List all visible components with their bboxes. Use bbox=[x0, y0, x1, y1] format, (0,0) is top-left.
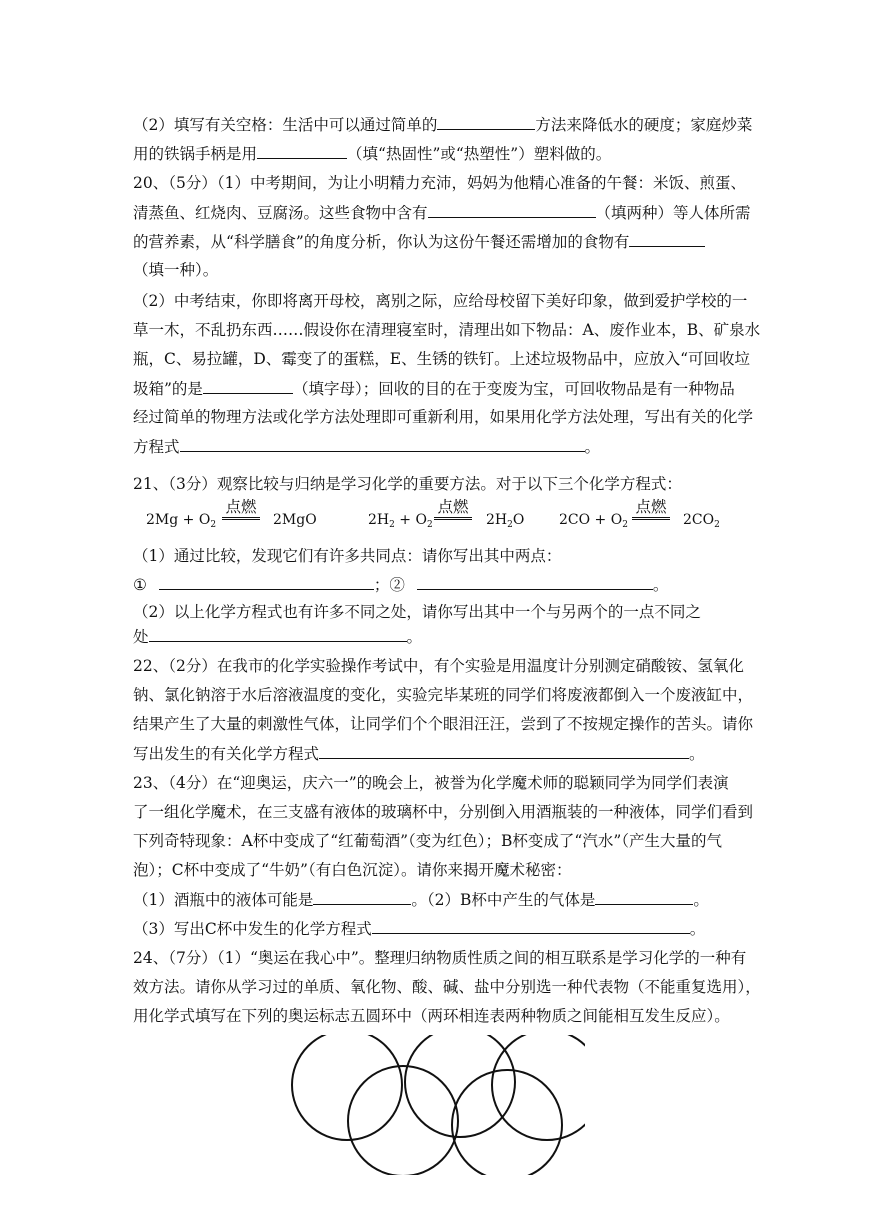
text: （3）写出C杯中发生的化学方程式 bbox=[133, 920, 372, 938]
q24-line-2: 效方法。请你从学习过的单质、氧化物、酸、碱、盐中分别选一种代表物（不能重复选用）， bbox=[133, 978, 761, 996]
text: 。 bbox=[406, 628, 423, 646]
text: O bbox=[512, 512, 525, 528]
q23-line-1: 23、（4分）在“迎奥运，庆六一”的晚会上，被誉为化学魔术师的聪颖同学为同学们表演 bbox=[133, 774, 729, 792]
text: 处 bbox=[133, 628, 149, 646]
subscript: 2 bbox=[507, 520, 513, 530]
q20-line-10 bbox=[133, 435, 600, 458]
text: 写出发生的有关化学方程式 bbox=[133, 745, 320, 763]
text: （2）填写有关空格：生活中可以通过简单的 bbox=[133, 116, 438, 134]
q20-line-1: 20、（5分）（1）中考期间，为让小明精力充沛，妈妈为他精心准备的午餐：米饭、煎蛋、 bbox=[133, 174, 746, 192]
subscript: 2 bbox=[714, 520, 720, 530]
q19-line-2 bbox=[133, 142, 611, 165]
q21-line-answers bbox=[133, 573, 668, 596]
text: （填字母）；回收的目的在于变废为宝，可回收物品是有一种物品 bbox=[292, 380, 735, 398]
text: 。 bbox=[652, 576, 669, 594]
q20-line-9: 经过简单的物理方法或化学方法处理即可重新利用，如果用化学方法处理，写出有关的化学 bbox=[133, 408, 754, 426]
q20-line-3 bbox=[133, 230, 705, 253]
q21-line-3: （2）以上化学方程式也有许多不同之处，请你写出其中一个与另两个的一点不同之 bbox=[133, 603, 701, 621]
q23-line-6 bbox=[133, 917, 705, 940]
q21-line-4 bbox=[133, 625, 422, 648]
condition-text: 点燃 bbox=[437, 498, 469, 516]
condition-text: 点燃 bbox=[635, 498, 667, 516]
text: + O bbox=[394, 512, 427, 528]
answer-blank[interactable] bbox=[180, 435, 585, 452]
text: 方法来降低水的硬度；家庭炒菜 bbox=[535, 116, 753, 134]
answer-blank[interactable] bbox=[203, 377, 293, 394]
text: ；② bbox=[373, 576, 405, 594]
text: 清蒸鱼、红烧肉、豆腐汤。这些食物中含有 bbox=[133, 204, 428, 222]
q24-line-1: 24、（7分）（1）“奥运在我心中”。整理归纳物质性质之间的相互联系是学习化学的一种有 bbox=[133, 949, 747, 967]
text: 2CO bbox=[683, 512, 715, 528]
answer-blank[interactable] bbox=[595, 888, 693, 905]
reaction-condition-2 bbox=[434, 498, 472, 520]
text: 。 bbox=[584, 438, 601, 456]
equation-2-left bbox=[368, 510, 433, 535]
subscript: 2 bbox=[426, 520, 433, 530]
answer-blank[interactable] bbox=[428, 201, 596, 218]
olympic-rings-diagram bbox=[285, 1035, 585, 1175]
q22-line-4 bbox=[133, 742, 705, 765]
text: 用的铁锅手柄是用 bbox=[133, 145, 258, 163]
ring-top-left[interactable] bbox=[292, 1035, 402, 1140]
answer-blank[interactable] bbox=[149, 625, 407, 642]
q20-line-6: 草一木，不乱扔东西……假设你在清理寝室时，清理出如下物品：A、废作业本，B、矿泉水 bbox=[133, 321, 761, 339]
q21-line-2: （1）通过比较，发现它们有许多共同点：请你写出其中两点： bbox=[133, 547, 562, 565]
q20-line-8 bbox=[133, 377, 735, 400]
circled-number: ① bbox=[133, 576, 147, 594]
text: 2Mg + O bbox=[146, 512, 211, 528]
answer-blank[interactable] bbox=[417, 573, 653, 590]
text: 2H bbox=[486, 512, 508, 528]
text: 。 bbox=[689, 920, 706, 938]
q21-line-1: 21、（3分）观察比较与归纳是学习化学的重要方法。对于以下三个化学方程式： bbox=[133, 475, 682, 493]
reaction-condition-1 bbox=[222, 498, 260, 520]
q22-line-1: 22、（2分）在我市的化学实验操作考试中，有个实验是用温度计分别测定硝酸铵、氢氧化 bbox=[133, 657, 744, 675]
answer-blank[interactable] bbox=[159, 573, 374, 590]
text: （1）酒瓶中的液体可能是 bbox=[133, 891, 314, 909]
reaction-condition-3 bbox=[632, 498, 670, 520]
equation-1-left bbox=[146, 510, 216, 535]
subscript: 2 bbox=[210, 520, 217, 530]
subscript: 2 bbox=[389, 520, 395, 530]
q23-line-5 bbox=[133, 888, 709, 911]
q22-line-2: 钠、氯化钠溶于水后溶液温度的变化，实验完毕某班的同学们将废液都倒入一个废液缸中， bbox=[133, 686, 754, 704]
q23-line-4: 泡）；C杯中变成了“牛奶”（有白色沉淀）。请你来揭开魔术秘密： bbox=[133, 861, 572, 879]
text: 。 bbox=[689, 745, 705, 763]
text: （填“热固性”或“热塑性”）塑料做的。 bbox=[347, 145, 612, 163]
ring-bottom-left[interactable] bbox=[348, 1066, 458, 1175]
text: 。 bbox=[693, 891, 709, 909]
condition-text: 点燃 bbox=[225, 498, 257, 516]
q23-line-3: 下列奇特现象：A杯中变成了“红葡萄酒”（变为红色）；B杯变成了“汽水”（产生大量的气 bbox=[133, 832, 723, 850]
q20-line-4: （填一种）。 bbox=[133, 261, 219, 279]
q22-line-3: 结果产生了大量的刺激性气体，让同学们个个眼泪汪汪，尝到了不按规定操作的苦头。请你 bbox=[133, 715, 754, 733]
text: 。（2）B杯中产生的气体是 bbox=[411, 891, 596, 909]
answer-blank[interactable] bbox=[257, 142, 347, 159]
text: 的营养素，从“科学膳食”的角度分析，你认为这份午餐还需增加的食物有 bbox=[133, 233, 630, 251]
text: 方程式 bbox=[133, 438, 180, 456]
equation-2-right bbox=[486, 510, 524, 535]
q19-line-1 bbox=[133, 113, 752, 136]
answer-blank[interactable] bbox=[372, 917, 690, 934]
q23-line-2: 了一组化学魔术，在三支盛有液体的玻璃杯中，分别倒入用酒瓶装的一种液体，同学们看到 bbox=[133, 803, 754, 821]
equation-3-right bbox=[683, 510, 720, 535]
text: （填两种）等人体所需 bbox=[595, 204, 751, 222]
answer-blank[interactable] bbox=[629, 230, 705, 247]
equation-3-left bbox=[559, 510, 628, 535]
q20-line-5: （2）中考结束，你即将离开母校，离别之际，应给母校留下美好印象，做到爱护学校的一 bbox=[133, 292, 748, 310]
ring-top-middle[interactable] bbox=[405, 1035, 515, 1137]
q20-line-7: 瓶，C、易拉罐，D、霉变了的蛋糕，E、生锈的铁钉。上述垃圾物品中，应放入“可回收垃 bbox=[133, 350, 751, 368]
text: 2H bbox=[368, 512, 390, 528]
q24-line-3: 用化学式填写在下列的奥运标志五圆环中（两环相连表两种物质之间能相互发生反应）。 bbox=[133, 1007, 730, 1025]
equation-1-right: 2MgO bbox=[273, 512, 317, 528]
answer-blank[interactable] bbox=[437, 113, 535, 130]
answer-blank[interactable] bbox=[313, 888, 411, 905]
q20-line-2 bbox=[133, 201, 751, 224]
answer-blank[interactable] bbox=[319, 742, 689, 759]
text: 圾箱”的是 bbox=[133, 380, 203, 398]
text: 2CO + O bbox=[559, 512, 623, 528]
subscript: 2 bbox=[622, 520, 628, 530]
